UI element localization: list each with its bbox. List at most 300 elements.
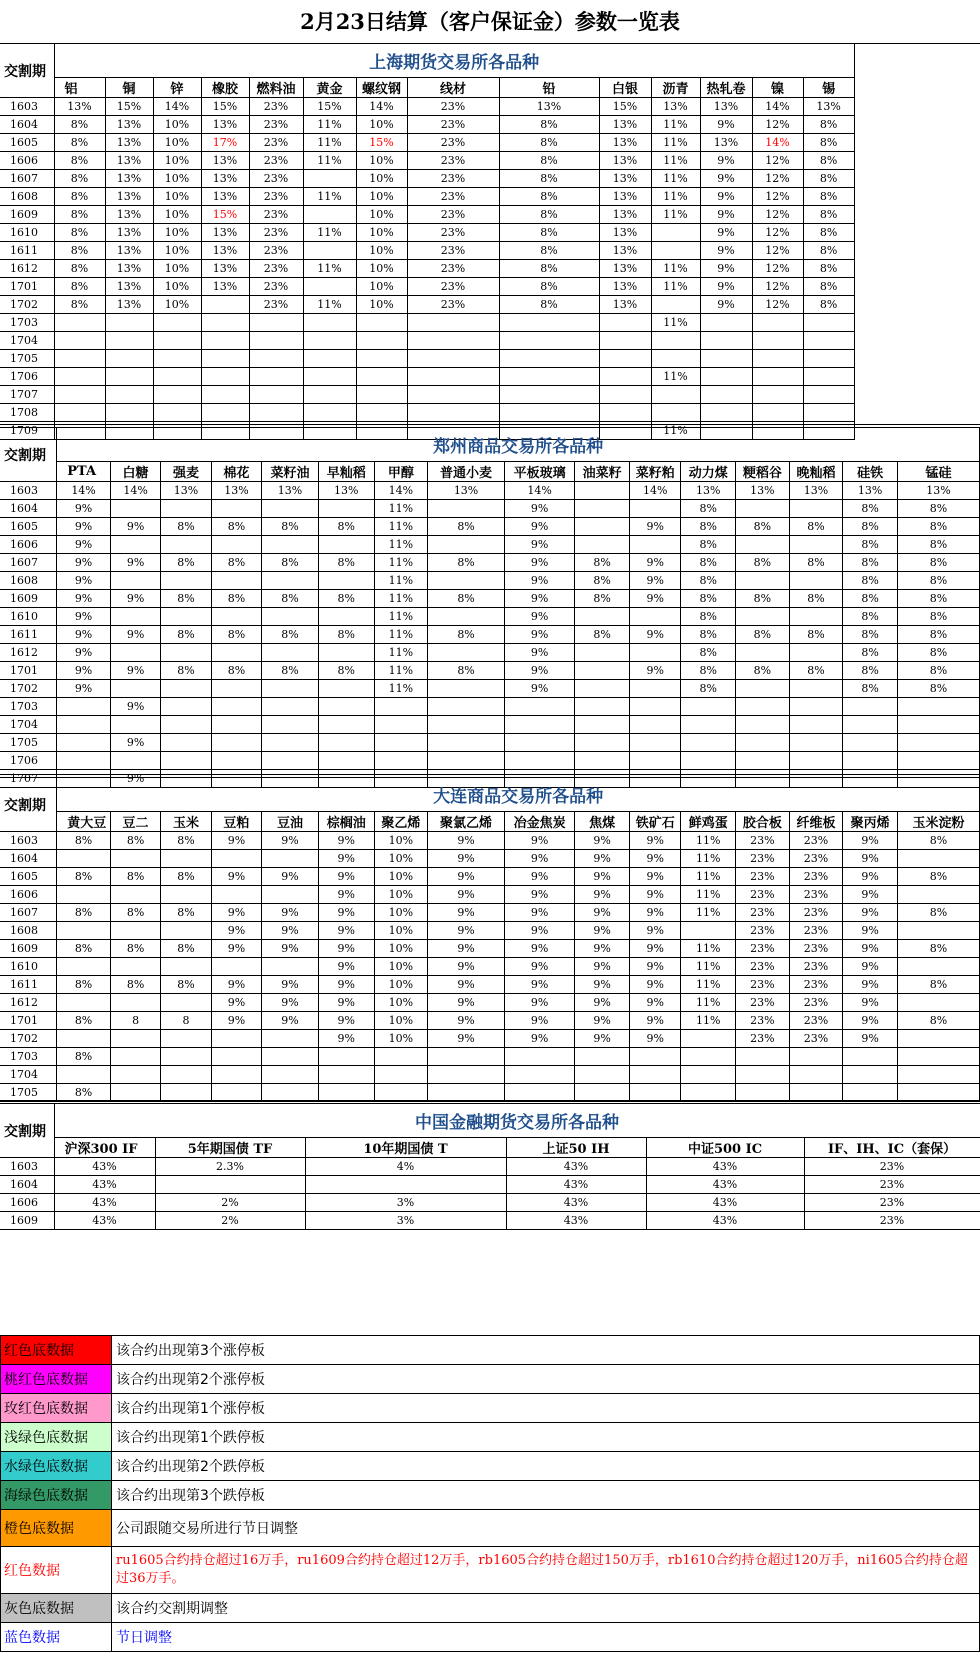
margin-cell: [262, 850, 319, 868]
margin-cell: 8%: [681, 680, 736, 698]
table-row: [0, 1084, 980, 1102]
margin-cell: [262, 608, 319, 626]
margin-cell: 13%: [161, 482, 211, 500]
margin-cell: [789, 500, 843, 518]
margin-cell: [736, 572, 790, 590]
margin-cell: 8%: [54, 260, 105, 278]
column-header: 沪深300 IF: [54, 1138, 155, 1158]
margin-cell: [599, 368, 651, 386]
margin-cell: 8%: [428, 626, 505, 644]
margin-cell: [201, 332, 249, 350]
margin-cell: 8%: [736, 554, 790, 572]
margin-cell: 8%: [681, 626, 736, 644]
margin-cell: 9%: [318, 1030, 374, 1048]
margin-cell: 9%: [504, 536, 574, 554]
table-row: [0, 278, 980, 296]
margin-cell: 9%: [318, 868, 374, 886]
table-row: [0, 850, 980, 868]
margin-cell: 9%: [428, 904, 505, 922]
margin-cell: 14%: [629, 482, 680, 500]
margin-cell: 9%: [575, 1012, 630, 1030]
margin-cell: 13%: [599, 260, 651, 278]
margin-cell: 10%: [356, 224, 407, 242]
legend-table: [0, 1335, 980, 1652]
margin-cell: [575, 698, 630, 716]
margin-cell: 9%: [700, 206, 752, 224]
margin-cell: 11%: [681, 994, 736, 1012]
margin-cell: [575, 1084, 630, 1102]
table-row: [0, 922, 980, 940]
margin-cell: [262, 752, 319, 770]
margin-cell: 8%: [897, 868, 979, 886]
margin-cell: 23%: [804, 1212, 980, 1230]
margin-cell: 14%: [752, 134, 803, 152]
margin-cell: 13%: [262, 482, 319, 500]
margin-cell: 8%: [843, 590, 898, 608]
margin-cell: 23%: [789, 832, 843, 850]
margin-cell: 23%: [249, 278, 303, 296]
margin-cell: 9%: [110, 734, 160, 752]
margin-cell: 9%: [262, 1012, 319, 1030]
margin-cell: 23%: [789, 868, 843, 886]
margin-cell: 13%: [201, 170, 249, 188]
delivery-period: 1607: [0, 170, 54, 188]
margin-cell: 9%: [110, 554, 160, 572]
margin-cell: 43%: [506, 1194, 646, 1212]
margin-cell: 9%: [504, 572, 574, 590]
margin-cell: 8%: [318, 554, 374, 572]
column-header: 白银: [599, 78, 651, 98]
margin-cell: [428, 734, 505, 752]
margin-cell: 11%: [374, 572, 428, 590]
margin-cell: [700, 386, 752, 404]
margin-cell: [211, 886, 261, 904]
margin-cell: [105, 368, 153, 386]
margin-cell: 43%: [54, 1176, 155, 1194]
margin-cell: [201, 368, 249, 386]
margin-cell: [499, 350, 599, 368]
margin-cell: [161, 850, 211, 868]
margin-cell: [356, 404, 407, 422]
margin-cell: 13%: [651, 98, 700, 116]
margin-cell: 8%: [843, 500, 898, 518]
table-row: [0, 350, 980, 368]
column-header: 豆二: [110, 812, 160, 832]
margin-cell: 15%: [105, 98, 153, 116]
table-row: [0, 644, 980, 662]
margin-cell: 13%: [105, 224, 153, 242]
margin-cell: 43%: [54, 1158, 155, 1176]
margin-cell: [736, 536, 790, 554]
margin-cell: 11%: [681, 886, 736, 904]
margin-cell: 8%: [110, 868, 160, 886]
margin-cell: [681, 1066, 736, 1084]
margin-cell: 12%: [752, 296, 803, 314]
margin-cell: 13%: [789, 482, 843, 500]
margin-cell: 10%: [153, 206, 201, 224]
margin-cell: 9%: [629, 554, 680, 572]
margin-cell: [789, 572, 843, 590]
margin-cell: [262, 1066, 319, 1084]
legend-row: [1, 1423, 980, 1452]
margin-cell: 8%: [897, 608, 979, 626]
margin-cell: 23%: [249, 98, 303, 116]
margin-cell: [211, 500, 261, 518]
margin-cell: [161, 716, 211, 734]
column-header: 晚籼稻: [789, 462, 843, 482]
margin-cell: 8%: [789, 554, 843, 572]
margin-cell: 8%: [57, 868, 111, 886]
margin-cell: 9%: [843, 958, 898, 976]
margin-cell: 23%: [736, 904, 790, 922]
margin-cell: 10%: [374, 904, 428, 922]
margin-cell: [110, 608, 160, 626]
margin-cell: [575, 1048, 630, 1066]
margin-cell: [374, 1048, 428, 1066]
table-row: [0, 626, 980, 644]
margin-cell: [575, 608, 630, 626]
margin-cell: 8%: [110, 976, 160, 994]
margin-cell: [629, 500, 680, 518]
column-header: 豆油: [262, 812, 319, 832]
margin-cell: 8%: [211, 518, 261, 536]
margin-cell: [57, 716, 111, 734]
margin-cell: [504, 1048, 574, 1066]
margin-cell: 23%: [407, 206, 499, 224]
margin-cell: [575, 536, 630, 554]
margin-cell: 23%: [407, 260, 499, 278]
margin-cell: 13%: [599, 116, 651, 134]
margin-cell: 8%: [803, 134, 854, 152]
table-row: [0, 116, 980, 134]
margin-cell: 11%: [651, 260, 700, 278]
margin-cell: 13%: [105, 296, 153, 314]
column-header: PTA: [57, 462, 111, 482]
margin-cell: 23%: [249, 116, 303, 134]
margin-cell: [599, 350, 651, 368]
margin-cell: [681, 698, 736, 716]
margin-cell: 8%: [681, 518, 736, 536]
margin-cell: [57, 1066, 111, 1084]
margin-cell: [629, 698, 680, 716]
delivery-period: 1707: [0, 770, 57, 788]
exchange-title: 中国金融期货交易所各品种: [54, 1104, 980, 1138]
margin-cell: 9%: [428, 976, 505, 994]
margin-cell: 9%: [629, 886, 680, 904]
margin-cell: 8%: [318, 518, 374, 536]
margin-cell: 23%: [249, 134, 303, 152]
margin-cell: [499, 368, 599, 386]
margin-cell: 10%: [374, 832, 428, 850]
margin-cell: [803, 368, 854, 386]
row-label-header: 交割期: [0, 1104, 54, 1158]
margin-cell: 9%: [318, 886, 374, 904]
column-header: 铜: [105, 78, 153, 98]
margin-cell: 8%: [262, 662, 319, 680]
margin-cell: [161, 886, 211, 904]
table-row: [0, 752, 980, 770]
margin-cell: [356, 314, 407, 332]
column-header: 玉米淀粉: [897, 812, 979, 832]
delivery-period: 1605: [0, 134, 54, 152]
delivery-period: 1703: [0, 698, 57, 716]
delivery-period: 1702: [0, 680, 57, 698]
margin-cell: 9%: [57, 680, 111, 698]
margin-cell: 9%: [504, 958, 574, 976]
margin-cell: [318, 500, 374, 518]
margin-cell: 9%: [575, 832, 630, 850]
margin-cell: [110, 1030, 160, 1048]
margin-cell: 8%: [789, 626, 843, 644]
margin-cell: 9%: [843, 868, 898, 886]
margin-cell: [681, 1084, 736, 1102]
margin-cell: 15%: [201, 206, 249, 224]
margin-cell: 11%: [651, 134, 700, 152]
margin-cell: 9%: [504, 976, 574, 994]
exchange-title: 大连商品交易所各品种: [57, 778, 980, 812]
table-row: [0, 98, 980, 116]
margin-cell: 9%: [629, 958, 680, 976]
legend-row: [1, 1365, 980, 1394]
margin-cell: 9%: [575, 904, 630, 922]
margin-cell: 8%: [681, 644, 736, 662]
delivery-period: 1703: [0, 314, 54, 332]
margin-cell: 8%: [110, 904, 160, 922]
table-row: [0, 1158, 980, 1176]
column-header: 黄大豆: [57, 812, 111, 832]
margin-cell: [57, 1030, 111, 1048]
margin-cell: [843, 698, 898, 716]
margin-cell: 13%: [105, 206, 153, 224]
delivery-period: 1701: [0, 278, 54, 296]
margin-cell: 8%: [318, 590, 374, 608]
margin-cell: 11%: [303, 116, 356, 134]
margin-cell: 9%: [262, 904, 319, 922]
column-header: 铁矿石: [629, 812, 680, 832]
margin-cell: [843, 1048, 898, 1066]
margin-cell: 8%: [262, 518, 319, 536]
margin-cell: 11%: [303, 296, 356, 314]
legend-swatch: 海绿色底数据: [1, 1481, 112, 1510]
margin-cell: 9%: [318, 904, 374, 922]
margin-cell: 9%: [211, 1012, 261, 1030]
margin-cell: 23%: [407, 98, 499, 116]
margin-cell: [575, 716, 630, 734]
table-row: [0, 206, 980, 224]
margin-cell: [428, 1048, 505, 1066]
margin-cell: [736, 644, 790, 662]
margin-cell: [374, 1066, 428, 1084]
margin-cell: 8%: [318, 662, 374, 680]
margin-cell: [153, 404, 201, 422]
margin-cell: 9%: [318, 976, 374, 994]
margin-cell: 8%: [843, 680, 898, 698]
delivery-period: 1701: [0, 1012, 57, 1030]
margin-cell: 9%: [428, 922, 505, 940]
margin-cell: [700, 404, 752, 422]
margin-cell: 11%: [681, 868, 736, 886]
legend-swatch: 红色数据: [1, 1547, 112, 1594]
margin-cell: 8%: [161, 976, 211, 994]
margin-cell: [629, 536, 680, 554]
delivery-period: 1609: [0, 206, 54, 224]
margin-cell: 9%: [629, 518, 680, 536]
table-row: [0, 886, 980, 904]
margin-cell: 9%: [504, 626, 574, 644]
margin-cell: 10%: [153, 224, 201, 242]
margin-cell: 8%: [54, 116, 105, 134]
column-header: 动力煤: [681, 462, 736, 482]
table-row: [0, 368, 980, 386]
margin-cell: 8%: [803, 224, 854, 242]
margin-cell: [356, 332, 407, 350]
margin-cell: 2.3%: [155, 1158, 305, 1176]
margin-cell: [629, 1066, 680, 1084]
margin-cell: 23%: [804, 1176, 980, 1194]
margin-cell: 9%: [575, 940, 630, 958]
margin-cell: 9%: [504, 850, 574, 868]
margin-cell: [736, 734, 790, 752]
margin-cell: 9%: [629, 590, 680, 608]
margin-cell: [262, 1084, 319, 1102]
margin-cell: 8%: [897, 518, 979, 536]
margin-cell: [629, 752, 680, 770]
margin-cell: [211, 958, 261, 976]
margin-cell: 23%: [736, 1030, 790, 1048]
margin-cell: 8%: [54, 224, 105, 242]
margin-cell: [803, 404, 854, 422]
margin-cell: [428, 500, 505, 518]
column-header: 热轧卷: [700, 78, 752, 98]
margin-cell: 9%: [504, 886, 574, 904]
delivery-period: 1612: [0, 644, 57, 662]
margin-cell: [110, 958, 160, 976]
margin-cell: 8%: [54, 206, 105, 224]
margin-cell: 11%: [651, 206, 700, 224]
column-header: 菜籽油: [262, 462, 319, 482]
margin-cell: [651, 350, 700, 368]
margin-cell: [318, 698, 374, 716]
margin-cell: 8%: [897, 590, 979, 608]
margin-cell: 8%: [843, 662, 898, 680]
margin-cell: 8%: [897, 644, 979, 662]
margin-cell: 13%: [201, 224, 249, 242]
margin-cell: [318, 644, 374, 662]
margin-cell: [504, 716, 574, 734]
margin-cell: [262, 572, 319, 590]
margin-cell: [153, 314, 201, 332]
legend-row: [1, 1594, 980, 1623]
margin-cell: 8%: [499, 116, 599, 134]
margin-cell: 12%: [752, 116, 803, 134]
margin-cell: 13%: [599, 152, 651, 170]
margin-cell: [499, 332, 599, 350]
margin-cell: [897, 1048, 979, 1066]
margin-cell: [57, 698, 111, 716]
table-row: [0, 590, 980, 608]
margin-cell: [897, 698, 979, 716]
margin-cell: [57, 958, 111, 976]
margin-cell: [843, 1084, 898, 1102]
margin-cell: 8%: [736, 590, 790, 608]
margin-cell: [789, 536, 843, 554]
margin-cell: 8%: [262, 554, 319, 572]
margin-cell: 23%: [736, 868, 790, 886]
margin-cell: [161, 572, 211, 590]
margin-cell: 11%: [374, 662, 428, 680]
margin-cell: 43%: [506, 1212, 646, 1230]
margin-cell: 23%: [249, 242, 303, 260]
margin-cell: 23%: [249, 170, 303, 188]
column-header: 沥青: [651, 78, 700, 98]
margin-cell: 8%: [57, 1048, 111, 1066]
margin-cell: 8%: [803, 260, 854, 278]
margin-cell: 8%: [575, 572, 630, 590]
margin-cell: 10%: [153, 260, 201, 278]
margin-cell: 23%: [789, 994, 843, 1012]
margin-cell: 23%: [789, 976, 843, 994]
margin-cell: 10%: [374, 994, 428, 1012]
margin-cell: [504, 1084, 574, 1102]
margin-cell: 8%: [318, 626, 374, 644]
margin-cell: [407, 368, 499, 386]
margin-cell: [407, 386, 499, 404]
margin-cell: [262, 644, 319, 662]
margin-cell: 23%: [736, 958, 790, 976]
margin-cell: 8%: [897, 904, 979, 922]
margin-cell: 8%: [897, 1012, 979, 1030]
margin-cell: 13%: [599, 278, 651, 296]
margin-cell: 9%: [575, 976, 630, 994]
margin-cell: 43%: [506, 1176, 646, 1194]
margin-cell: 8%: [803, 278, 854, 296]
margin-cell: 9%: [262, 922, 319, 940]
delivery-period: 1703: [0, 1048, 57, 1066]
margin-cell: 23%: [249, 188, 303, 206]
margin-cell: 13%: [897, 482, 979, 500]
margin-cell: [161, 752, 211, 770]
margin-cell: 8%: [843, 626, 898, 644]
margin-cell: 10%: [153, 170, 201, 188]
margin-cell: [54, 404, 105, 422]
legend-swatch: 玫红色底数据: [1, 1394, 112, 1423]
delivery-period: 1606: [0, 152, 54, 170]
margin-cell: 9%: [504, 662, 574, 680]
margin-cell: 9%: [629, 868, 680, 886]
margin-cell: 8%: [499, 242, 599, 260]
delivery-period: 1611: [0, 626, 57, 644]
delivery-period: 1706: [0, 752, 57, 770]
margin-cell: 13%: [105, 152, 153, 170]
margin-cell: [262, 716, 319, 734]
margin-cell: [153, 368, 201, 386]
margin-cell: 9%: [629, 904, 680, 922]
margin-cell: 9%: [110, 770, 160, 788]
margin-cell: [318, 734, 374, 752]
margin-cell: 9%: [211, 940, 261, 958]
margin-cell: [262, 500, 319, 518]
margin-cell: 13%: [700, 98, 752, 116]
margin-cell: 8%: [110, 940, 160, 958]
table-row: [0, 134, 980, 152]
margin-cell: 12%: [752, 224, 803, 242]
margin-cell: 13%: [201, 242, 249, 260]
margin-cell: 9%: [700, 260, 752, 278]
margin-cell: 11%: [374, 554, 428, 572]
margin-cell: [110, 536, 160, 554]
margin-cell: 8%: [499, 296, 599, 314]
margin-cell: 8%: [110, 832, 160, 850]
